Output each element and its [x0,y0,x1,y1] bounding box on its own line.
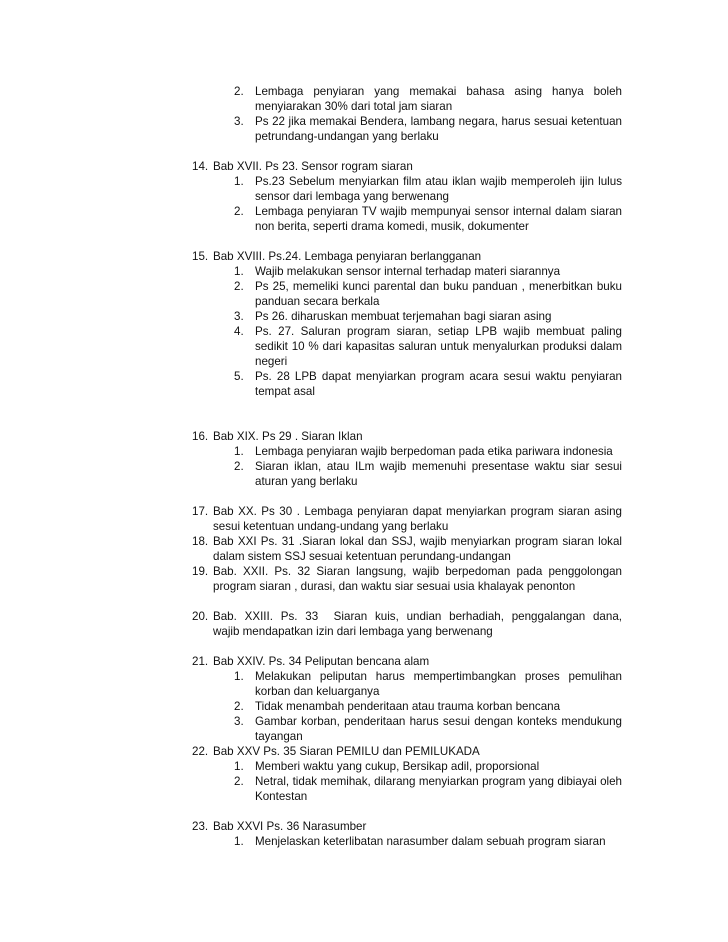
subitem-text: Ps. 28 LPB dapat menyiarkan program acara sesui waktu penyiaran tempat asal [255,370,622,398]
item-number: 19. [192,565,209,578]
subitem-number: 1. [234,670,244,683]
list-item-19 [192,564,622,594]
item-text: Bab XX. Ps 30 . Lembaga penyiaran dapat menyiarkan program siaran asing sesui ketentuan undang-undang yang berlaku [213,505,622,533]
list-subitem [234,714,622,744]
subitem-text: Lembaga penyiaran yang memakai bahasa asing hanya boleh menyiarakan 30% dari total jam siaran [255,85,622,113]
item-heading: Bab XVIII. Ps.24. Lembaga penyiaran berlangganan [213,250,482,263]
subitem-number: 5. [234,370,244,383]
item-number: 17. [192,505,209,518]
list-subitem [234,114,622,144]
subitem-number: 4. [234,325,244,338]
subitem-number: 2. [234,775,244,788]
item-number: 21. [192,655,209,668]
subitem-text: Ps. 27. Saluran program siaran, setiap LPB wajib membuat paling sedikit 10 % dari kapasitas saluran untuk menyalurkan produksi dalam negeri [255,325,622,368]
subitem-text: Ps 26. diharuskan membuat terjemahan bagi siaran asing [255,310,552,323]
list-item-15 [192,249,622,264]
list-item-14 [192,159,622,174]
subitem-number: 1. [234,445,244,458]
item-heading: Bab XXVI Ps. 36 Narasumber [213,820,367,833]
document-body [192,84,629,849]
list-subitem [234,84,622,114]
list-subitem [234,699,622,714]
item-heading: Bab XXV Ps. 35 Siaran PEMILU dan PEMILUKADA [213,745,480,758]
item-number: 20. [192,610,209,623]
list-subitem [234,759,622,774]
list-subitem [234,174,622,204]
subitem-number: 3. [234,715,244,728]
subitem-text: Ps 22 jika memakai Bendera, lambang negara, harus sesuai ketentuan petrundang-undangan yang berlaku [255,115,622,143]
list-subitem [234,369,622,399]
subitem-text: Netral, tidak memihak, dilarang menyiarkan program yang dibiayai oleh Kontestan [255,775,622,803]
item-number: 14. [192,160,209,173]
list-subitem [234,324,622,369]
subitem-number: 1. [234,760,244,773]
subitem-text: Ps.23 Sebelum menyiarkan film atau iklan wajib memperoleh ijin lulus sensor dari lembaga yang berwenang [255,175,622,203]
subitem-text: Tidak menambah penderitaan atau trauma korban bencana [255,700,561,713]
subitem-number: 2. [234,280,244,293]
subitem-number: 3. [234,310,244,323]
list-subitem [234,264,622,279]
item-text: Bab. XXII. Ps. 32 Siaran langsung, wajib berpedoman pada penggolongan program siaran , durasi, dan waktu siar sesuai usia khalayak penonton [213,565,622,593]
item-number: 16. [192,430,209,443]
subitem-number: 2. [234,700,244,713]
list-subitem [234,279,622,309]
list-subitem [234,444,622,459]
subitem-text: Gambar korban, penderitaan harus sesui dengan konteks mendukung tayangan [255,715,622,743]
subitem-text: Ps 25, memeliki kunci parental dan buku panduan , menerbitkan buku panduan secara berkala [255,280,622,308]
list-item-21 [192,654,622,669]
list-item-16 [192,429,622,444]
item-number: 22. [192,745,209,758]
subitem-number: 1. [234,175,244,188]
subitem-text: Menjelaskan keterlibatan narasumber dalam sebuah program siaran [255,835,606,848]
subitem-number: 1. [234,265,244,278]
list-subitem [234,204,622,234]
subitem-number: 2. [234,205,244,218]
item-number: 23. [192,820,209,833]
subitem-number: 3. [234,115,244,128]
item-number: 18. [192,535,209,548]
list-subitem [234,669,622,699]
list-subitem [234,309,622,324]
item-number: 15. [192,250,209,263]
subitem-number: 1. [234,835,244,848]
item-text: Bab XXI Ps. 31 .Siaran lokal dan SSJ, wajib menyiarkan program siaran lokal dalam sistem SSJ sesuai ketentuan perundang-undangan [213,535,622,563]
item-heading: Bab XVII. Ps 23. Sensor rogram siaran [213,160,413,173]
subitem-text: Lembaga penyiaran wajib berpedoman pada etika pariwara indonesia [255,445,613,458]
list-item-22 [192,744,622,759]
subitem-text: Memberi waktu yang cukup, Bersikap adil, proporsional [255,760,540,773]
list-item-18 [192,534,622,564]
subitem-text: Melakukan peliputan harus mempertimbangkan proses pemulihan korban dan keluarganya [255,670,622,698]
item-heading: Bab XIX. Ps 29 . Siaran Iklan [213,430,363,443]
list-item-17 [192,504,622,534]
list-item-20 [192,609,629,639]
subitem-number: 2. [234,460,244,473]
item-heading: Bab XXIV. Ps. 34 Peliputan bencana alam [213,655,430,668]
subitem-text: Wajib melakukan sensor internal terhadap materi siarannya [255,265,561,278]
list-subitem [234,774,622,804]
list-item-23 [192,819,622,834]
subitem-text: Lembaga penyiaran TV wajib mempunyai sensor internal dalam siaran non berita, seperti drama komedi, musik, dokumenter [255,205,622,233]
subitem-number: 2. [234,85,244,98]
list-subitem [234,459,622,489]
subitem-text: Siaran iklan, atau ILm wajib memenuhi presentase waktu siar sesui aturan yang berlaku [255,460,622,488]
item-text: Bab. XXIII. Ps. 33 Siaran kuis, undian berhadiah, penggalangan dana, wajib mendapatkan izin dari lembaga yang berwenang [213,610,629,638]
list-subitem [234,834,622,849]
